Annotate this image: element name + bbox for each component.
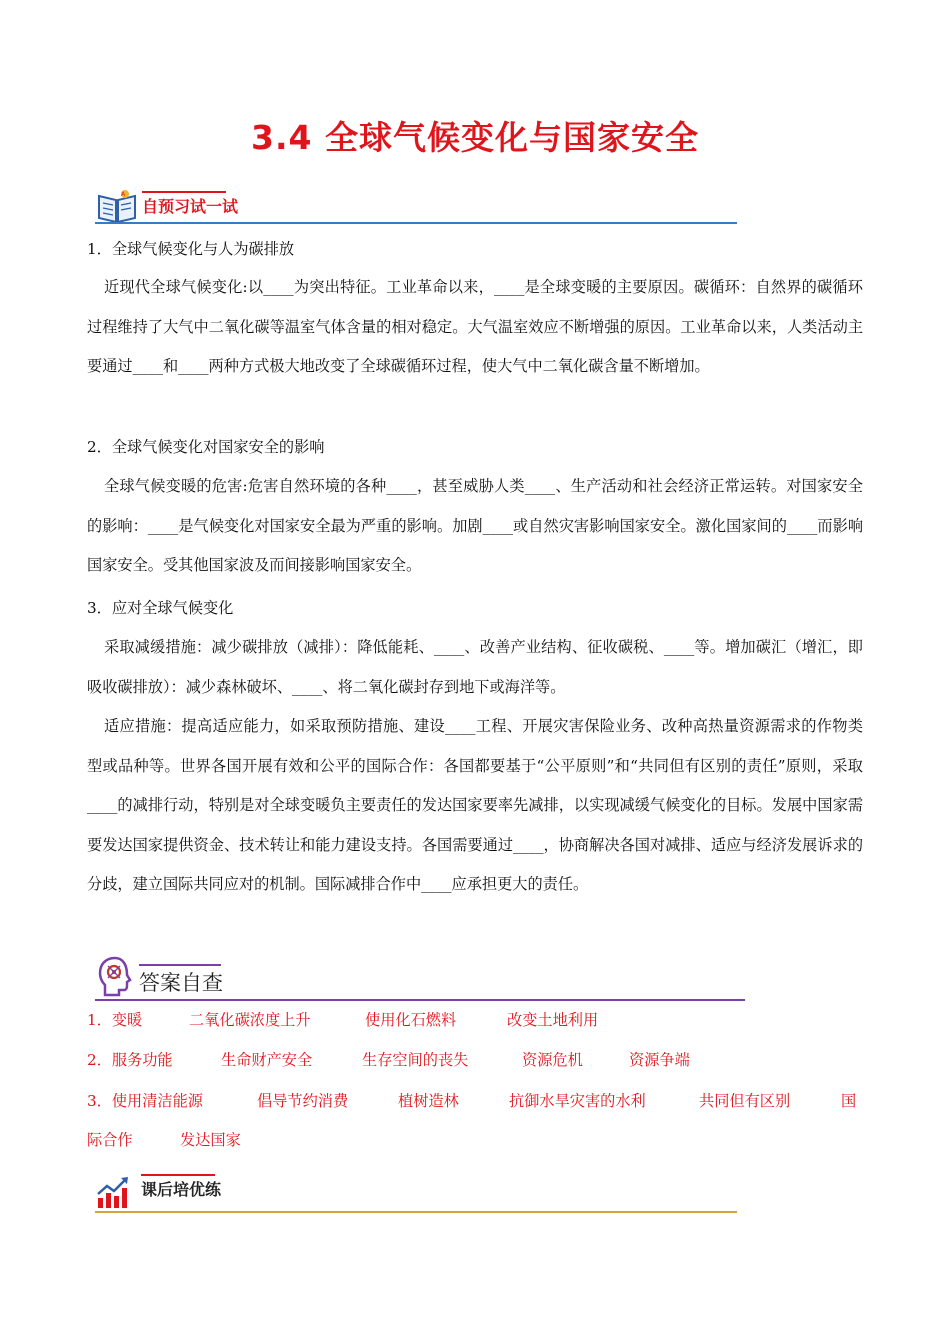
section-label: 自预习试一试 — [142, 197, 239, 216]
section-divider — [95, 1211, 737, 1213]
answer-row — [87, 1048, 690, 1072]
answer-item: 1．变暖 — [87, 1011, 143, 1029]
section-header-preview — [95, 184, 737, 228]
head-gear-icon — [97, 955, 133, 999]
section-underline-short — [139, 964, 221, 966]
item-body — [87, 268, 863, 387]
answer-item: 国 — [841, 1092, 857, 1110]
section-label: 答案自查 — [139, 971, 223, 995]
item-paragraph: 适应措施：提高适应能力，如采取预防措施、建设____工程、开展灾害保险业务、改种高热量资源需求的作物类型或品种等。世界各国开展有效和公平的国际合作：各国都要基于“公平原则”和“共同但有区别的责任”原则，采取____的减排行动，特别是对全球变暖负主要责任的发达国家要率先减排，以实现减缓气候变化的目标。发展中国家需要发达国家提供资金、技术转让和能力建设支持。各国需要通过____，协商解决各国对减排、适应与经济发展诉求的分歧，建立国际共同应对的机制。国际减排合作中____应承担更大的责任。 — [87, 717, 863, 893]
answer-item: 发达国家 — [180, 1131, 241, 1149]
answer-item: 改变土地利用 — [507, 1011, 599, 1029]
section-label: 课后培优练 — [141, 1180, 222, 1199]
item-heading: 3．应对全球气候变化 — [87, 599, 234, 617]
item-body — [87, 467, 863, 586]
section-underline-short — [141, 1174, 215, 1176]
answer-item: 生存空间的丧失 — [362, 1051, 469, 1069]
svg-text:A: A — [121, 191, 126, 198]
answer-item: 资源危机 — [522, 1051, 583, 1069]
open-book-icon — [95, 186, 139, 226]
item-body — [87, 628, 863, 905]
rising-bar-chart-icon — [95, 1174, 131, 1210]
section-divider — [95, 222, 737, 224]
answer-item: 抗御水旱灾害的水利 — [509, 1092, 646, 1110]
answer-item: 3．使用清洁能源 — [87, 1092, 203, 1110]
item-paragraph: 采取减缓措施：减少碳排放（减排）：降低能耗、____、改善产业结构、征收碳税、____等。增加碳汇（增汇，即吸收碳排放）：减少森林破坏、____、将二氧化碳封存到地下或海洋等。 — [87, 638, 863, 696]
answer-row — [87, 1128, 241, 1152]
item-heading: 1．全球气候变化与人为碳排放 — [87, 240, 295, 258]
section-underline-short — [142, 191, 226, 193]
answer-item: 生命财产安全 — [221, 1051, 313, 1069]
answer-item: 际合作 — [87, 1131, 133, 1149]
answer-item: 植树造林 — [398, 1092, 459, 1110]
section-header-answers — [95, 955, 745, 999]
answer-item: 倡导节约消费 — [257, 1092, 349, 1110]
answer-row — [87, 1008, 598, 1032]
answer-row — [87, 1089, 856, 1113]
section-header-practice — [95, 1170, 737, 1214]
item-paragraph: 全球气候变暖的危害:危害自然环境的各种____，甚至威胁人类____、生产活动和社会经济正常运转。对国家安全的影响：____是气候变化对国家安全最为严重的影响。加剧____或自然灾害影响国家安全。激化国家间的____而影响国家安全。受其他国家波及而间接影响国家安全。 — [87, 477, 863, 574]
answer-item: 2．服务功能 — [87, 1051, 173, 1069]
answer-item: 使用化石燃料 — [365, 1011, 457, 1029]
section-divider — [95, 999, 745, 1001]
answer-item: 资源争端 — [629, 1051, 690, 1069]
item-paragraph: 近现代全球气候变化:以____为突出特征。工业革命以来，____是全球变暖的主要原因。碳循环：自然界的碳循环过程维持了大气中二氧化碳等温室气体含量的相对稳定。大气温室效应不断增强的原因。工业革命以来，人类活动主要通过____和____两种方式极大地改变了全球碳循环过程，使大气中二氧化碳含量不断增加。 — [87, 278, 863, 375]
item-heading: 2．全球气候变化对国家安全的影响 — [87, 438, 325, 456]
answer-item: 共同但有区别 — [699, 1092, 791, 1110]
answer-item: 二氧化碳浓度上升 — [189, 1011, 311, 1029]
page-title: 3.4 全球气候变化与国家安全 — [251, 118, 699, 157]
